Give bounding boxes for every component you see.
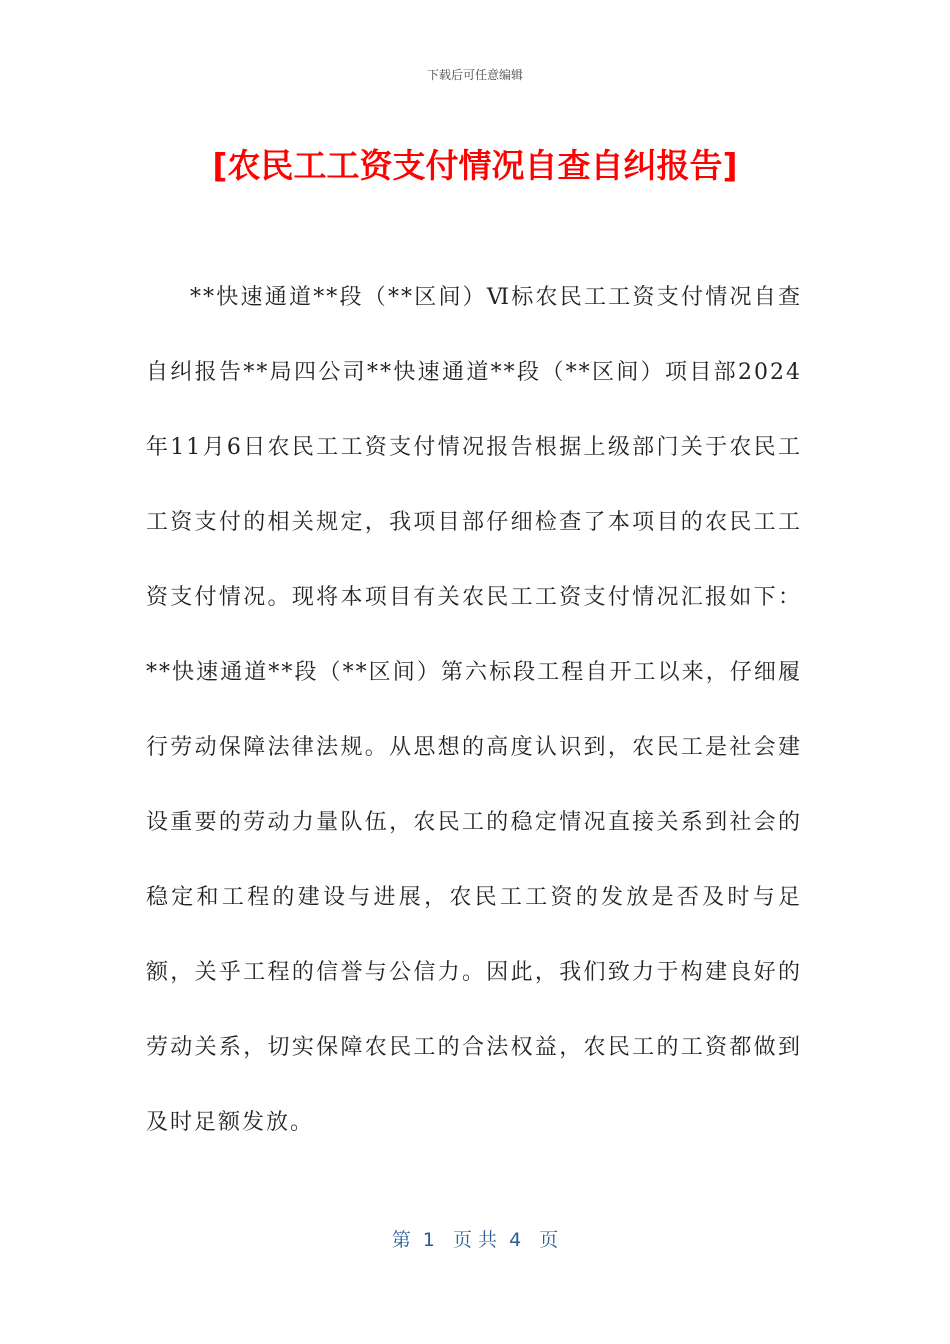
page-number-footer: 第 1 页 共 4 页 bbox=[391, 1229, 559, 1251]
document-title: [农民工工资支付情况自查自纠报告] bbox=[212, 146, 738, 185]
body-paragraph: **快速通道**段（**区间）Ⅵ标农民工工资支付情况自查自纠报告**局四公司**快速通道**段（**区间）项目部2024年11月6日农民工工资支付情况报告根据上级部门关于农民工工资支付的相关规定，我项目部仔细检查了本项目的农民工工资支付情况。现将本项目有关农民工工资支付情况汇报如下：**快速通道**段（**区间）第六标段工程自开工以来，仔细履行劳动保障法律法规。从思想的高度认识到，农民工是社会建设重要的劳动力量队伍，农民工的稳定情况直接关系到社会的稳定和工程的建设与进展，农民工工资的发放是否及时与足额，关乎工程的信誉与公信力。因此，我们致力于构建良好的劳动关系，切实保障农民工的合法权益，农民工的工资都做到及时足额发放。 bbox=[146, 285, 802, 1135]
header-note: 下载后可任意编辑 bbox=[426, 68, 523, 82]
